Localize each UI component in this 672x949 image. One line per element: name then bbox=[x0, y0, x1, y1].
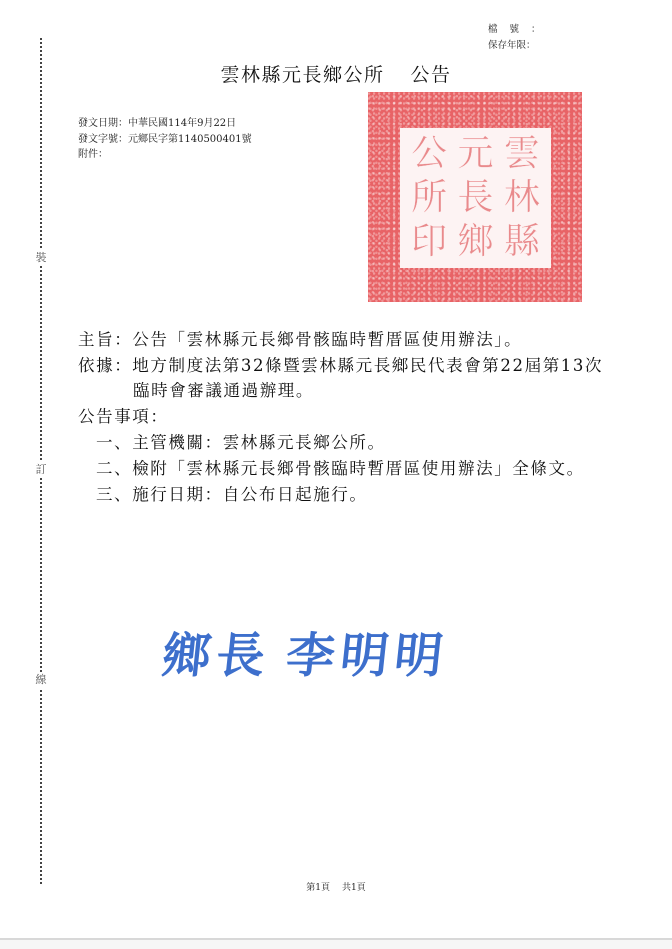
archive-box bbox=[488, 22, 553, 54]
page-number bbox=[0, 880, 672, 893]
issue-number-row bbox=[78, 132, 252, 148]
signature-title: 鄉長 bbox=[159, 628, 274, 684]
seal-char: 縣 bbox=[503, 221, 540, 262]
announcement-item: 二、檢附「雲林縣元長鄉骨骸臨時暫厝區使用辦法」全條文。 bbox=[96, 459, 585, 478]
signature bbox=[159, 617, 452, 686]
seal-char: 長 bbox=[457, 177, 494, 218]
seal-inner bbox=[400, 128, 551, 268]
attachment-row bbox=[78, 147, 252, 163]
basis-line-2: 臨時會審議通過辦理。 bbox=[133, 381, 314, 400]
retention-label: 保存年限： bbox=[488, 40, 536, 51]
page-total: 共1頁 bbox=[342, 883, 366, 893]
attachment-label: 附件： bbox=[78, 149, 108, 160]
signature-name: 李明明 bbox=[283, 628, 452, 684]
announcement-item: 三、施行日期：自公布日起施行。 bbox=[96, 485, 368, 504]
binding-char-ding: 訂 bbox=[33, 462, 49, 478]
seal-char: 印 bbox=[411, 221, 448, 262]
issue-date-row bbox=[78, 116, 252, 132]
announcement-item: 一、主管機關：雲林縣元長鄉公所。 bbox=[96, 433, 386, 452]
binding-line bbox=[40, 38, 42, 884]
page-current: 第1頁 bbox=[306, 883, 330, 893]
issue-number-value: 元鄉民字第1140500401號 bbox=[128, 133, 252, 145]
official-seal bbox=[368, 92, 582, 302]
retention-row bbox=[488, 38, 553, 54]
seal-char: 林 bbox=[503, 177, 540, 218]
title-type: 公告 bbox=[410, 64, 452, 86]
subject-line: 主旨：公告「雲林縣元長鄉骨骸臨時暫厝區使用辦法」。 bbox=[78, 330, 523, 349]
seal-char: 公 bbox=[411, 133, 448, 174]
page-title bbox=[0, 60, 672, 87]
issue-number-label: 發文字號： bbox=[78, 133, 128, 145]
items-header: 公告事項： bbox=[78, 407, 169, 426]
issue-date-value: 中華民國114年9月22日 bbox=[128, 118, 237, 129]
seal-char: 所 bbox=[411, 177, 448, 218]
seal-char: 元 bbox=[457, 133, 494, 174]
issue-date-label: 發文日期： bbox=[78, 118, 128, 129]
binding-char-xian: 線 bbox=[33, 672, 49, 688]
seal-char: 雲 bbox=[503, 133, 540, 174]
binding-char-zhuang: 裝 bbox=[33, 250, 49, 266]
file-number-label: 檔號： bbox=[488, 24, 553, 35]
file-number-row bbox=[488, 22, 553, 38]
page-bottom-strip bbox=[0, 940, 672, 949]
title-org: 雲林縣元長鄉公所 bbox=[220, 64, 385, 86]
document-meta bbox=[78, 116, 252, 163]
basis-line-1: 依據：地方制度法第32條暨雲林縣元長鄉民代表會第22屆第13次 bbox=[78, 356, 604, 375]
seal-char: 鄉 bbox=[457, 221, 494, 262]
